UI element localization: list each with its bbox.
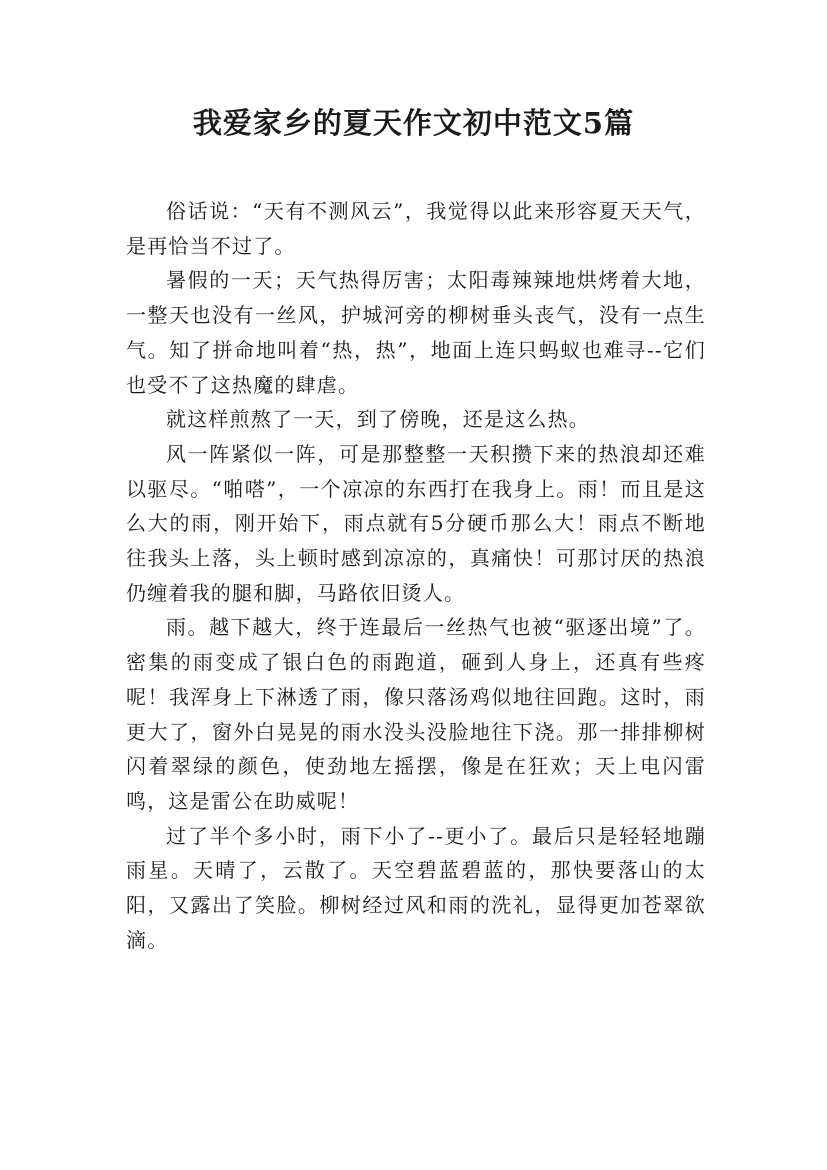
document-body [126, 194, 706, 957]
paragraph: 雨。越下越大，终于连最后一丝热气也被“驱逐出境”了。密集的雨变成了银白色的雨跑道，砸到人身上，还真有些疼呢！我浑身上下淋透了雨，像只落汤鸡似地往回跑。这时，雨更大了，窗外白晃晃的雨水没头没脸地往下浇。那一排排柳树闪着翠绿的颜色，使劲地左摇摆，像是在狂欢；天上电闪雷鸣，这是雷公在助威呢！ [126, 615, 706, 813]
paragraph: 俗话说：“天有不测风云”，我觉得以此来形容夏天天气，是再恰当不过了。 [126, 199, 706, 258]
document-title: 我爱家乡的夏天作文初中范文5篇 [192, 106, 635, 140]
paragraph: 就这样煎熬了一天，到了傍晚，还是这么热。 [166, 407, 590, 432]
paragraph: 过了半个多小时，雨下小了--更小了。最后只是轻轻地蹦雨星。天晴了，云散了。天空碧蓝碧蓝的，那快要落山的太阳，又露出了笑脸。柳树经过风和雨的洗礼，显得更加苍翠欲滴。 [126, 823, 706, 952]
paragraph: 暑假的一天；天气热得厉害；太阳毒辣辣地烘烤着大地，一整天也没有一丝风，护城河旁的柳树垂头丧气，没有一点生气。知了拼命地叫着“热，热”，地面上连只蚂蚁也难寻--它们也受不了这热魔的肆虐。 [126, 268, 706, 397]
paragraph: 风一阵紧似一阵，可是那整整一天积攒下来的热浪却还难以驱尽。“啪嗒”，一个凉凉的东西打在我身上。雨！而且是这么大的雨，刚开始下，雨点就有5分硬币那么大！雨点不断地往我头上落，头上顿时感到凉凉的，真痛快！可那讨厌的热浪仍缠着我的腿和脚，马路依旧烫人。 [126, 441, 706, 605]
